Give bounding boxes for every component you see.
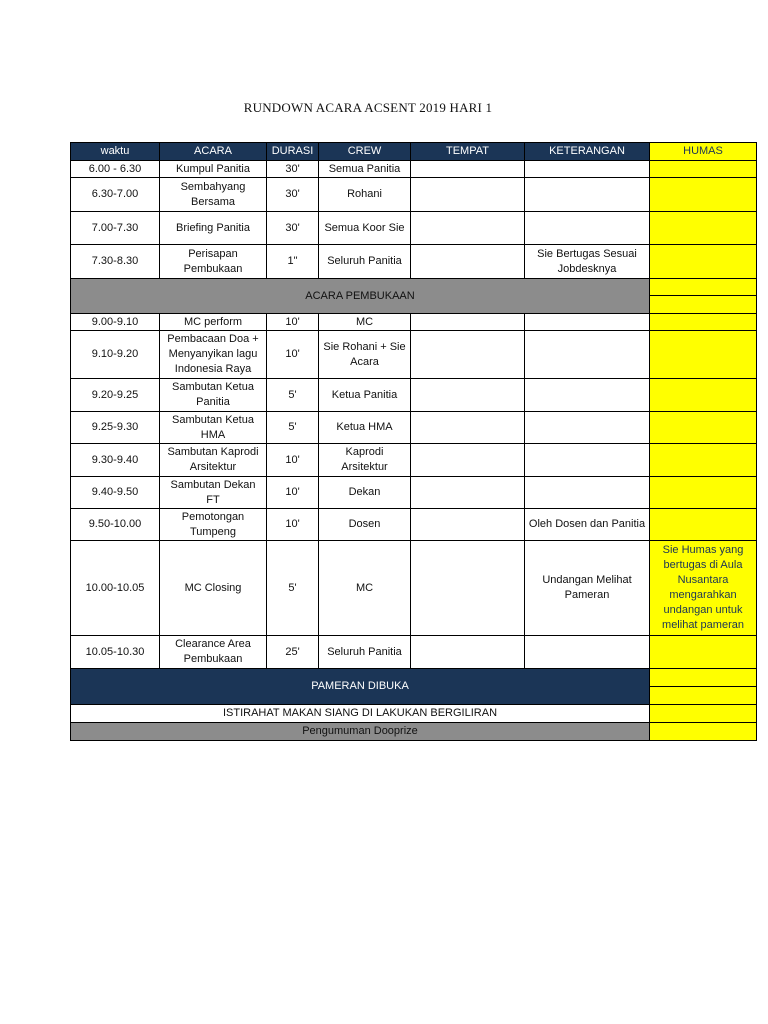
cell-humas [650, 477, 757, 509]
cell-keterangan: Oleh Dosen dan Panitia [525, 509, 650, 541]
cell-humas [650, 444, 757, 477]
cell-acara: Kumpul Panitia [160, 161, 267, 178]
cell-crew: Ketua Panitia [319, 379, 411, 412]
cell-waktu: 9.20-9.25 [71, 379, 160, 412]
cell-keterangan [525, 444, 650, 477]
cell-waktu: 6.30-7.00 [71, 178, 160, 212]
cell-acara: Sambutan Dekan FT [160, 477, 267, 509]
cell-crew: Ketua HMA [319, 412, 411, 444]
cell-tempat [411, 212, 525, 245]
cell-waktu: 9.40-9.50 [71, 477, 160, 509]
cell-humas [650, 509, 757, 541]
cell-acara: Clearance Area Pembukaan [160, 636, 267, 669]
section-row-acara-pembukaan [71, 279, 757, 296]
cell-keterangan [525, 331, 650, 379]
cell-crew: Sie Rohani + Sie Acara [319, 331, 411, 379]
cell-durasi: 25' [267, 636, 319, 669]
cell-tempat [411, 314, 525, 331]
cell-waktu: 10.05-10.30 [71, 636, 160, 669]
header-acara: ACARA [160, 143, 267, 161]
cell-waktu: 7.00-7.30 [71, 212, 160, 245]
cell-acara: Pemotongan Tumpeng [160, 509, 267, 541]
cell-tempat [411, 412, 525, 444]
cell-crew: Dekan [319, 477, 411, 509]
cell-humas [650, 212, 757, 245]
cell-humas [650, 161, 757, 178]
cell-humas [650, 296, 757, 314]
cell-durasi: 5' [267, 412, 319, 444]
cell-waktu: 7.30-8.30 [71, 245, 160, 279]
cell-durasi: 10' [267, 477, 319, 509]
table-row [71, 178, 757, 212]
section-doorprize: Pengumuman Dooprize [71, 723, 650, 741]
cell-keterangan [525, 379, 650, 412]
table-row [71, 444, 757, 477]
table-row [71, 541, 757, 636]
cell-humas [650, 331, 757, 379]
cell-humas [650, 687, 757, 705]
section-istirahat: ISTIRAHAT MAKAN SIANG DI LAKUKAN BERGILIRAN [71, 705, 650, 723]
header-tempat: TEMPAT [411, 143, 525, 161]
table-row [71, 212, 757, 245]
table-row [71, 314, 757, 331]
section-pameran-dibuka: PAMERAN DIBUKA [71, 669, 650, 705]
cell-waktu: 9.25-9.30 [71, 412, 160, 444]
cell-durasi: 10' [267, 444, 319, 477]
cell-waktu: 9.10-9.20 [71, 331, 160, 379]
cell-keterangan [525, 212, 650, 245]
cell-tempat [411, 636, 525, 669]
section-acara-pembukaan: ACARA PEMBUKAAN [71, 279, 650, 314]
cell-crew: Semua Panitia [319, 161, 411, 178]
cell-keterangan [525, 636, 650, 669]
cell-tempat [411, 444, 525, 477]
cell-durasi: 5' [267, 541, 319, 636]
table-row [71, 509, 757, 541]
cell-acara: Pembacaan Doa + Menyanyikan lagu Indonesia Raya [160, 331, 267, 379]
cell-durasi: 10' [267, 331, 319, 379]
cell-humas [650, 705, 757, 723]
cell-tempat [411, 245, 525, 279]
cell-tempat [411, 331, 525, 379]
cell-waktu: 10.00-10.05 [71, 541, 160, 636]
cell-durasi: 1" [267, 245, 319, 279]
table-row [71, 331, 757, 379]
cell-humas [650, 669, 757, 687]
cell-humas-note: Sie Humas yang bertugas di Aula Nusantara mengarahkan undangan untuk melihat pameran [650, 541, 757, 636]
cell-tempat [411, 178, 525, 212]
cell-crew: MC [319, 541, 411, 636]
cell-humas [650, 279, 757, 296]
cell-durasi: 30' [267, 178, 319, 212]
cell-durasi: 10' [267, 509, 319, 541]
cell-keterangan [525, 412, 650, 444]
cell-waktu: 9.50-10.00 [71, 509, 160, 541]
cell-tempat [411, 509, 525, 541]
cell-tempat [411, 541, 525, 636]
cell-durasi: 10' [267, 314, 319, 331]
cell-keterangan [525, 161, 650, 178]
cell-crew: Rohani [319, 178, 411, 212]
rundown-table [70, 142, 757, 741]
cell-waktu: 9.30-9.40 [71, 444, 160, 477]
cell-humas [650, 412, 757, 444]
header-waktu: waktu [71, 143, 160, 161]
table-row [71, 636, 757, 669]
header-durasi: DURASI [267, 143, 319, 161]
cell-durasi: 30' [267, 212, 319, 245]
cell-tempat [411, 161, 525, 178]
cell-humas [650, 178, 757, 212]
cell-crew: MC [319, 314, 411, 331]
cell-acara: MC perform [160, 314, 267, 331]
cell-acara: Sambutan Ketua Panitia [160, 379, 267, 412]
cell-humas [650, 379, 757, 412]
cell-acara: Sembahyang Bersama [160, 178, 267, 212]
cell-tempat [411, 477, 525, 509]
cell-durasi: 30' [267, 161, 319, 178]
cell-waktu: 6.00 - 6.30 [71, 161, 160, 178]
cell-acara: MC Closing [160, 541, 267, 636]
cell-keterangan [525, 178, 650, 212]
cell-tempat [411, 379, 525, 412]
table-header-row [71, 143, 757, 161]
cell-crew: Semua Koor Sie [319, 212, 411, 245]
cell-humas [650, 636, 757, 669]
document-title: RUNDOWN ACARA ACSENT 2019 HARI 1 [243, 100, 493, 115]
table-row [71, 379, 757, 412]
cell-crew: Seluruh Panitia [319, 636, 411, 669]
header-humas: HUMAS [650, 143, 757, 161]
cell-acara: Perisapan Pembukaan [160, 245, 267, 279]
cell-durasi: 5' [267, 379, 319, 412]
cell-acara: Sambutan Kaprodi Arsitektur [160, 444, 267, 477]
header-keterangan: KETERANGAN [525, 143, 650, 161]
cell-humas [650, 314, 757, 331]
cell-crew: Dosen [319, 509, 411, 541]
cell-keterangan [525, 477, 650, 509]
section-row-pameran-dibuka [71, 669, 757, 687]
cell-keterangan: Undangan Melihat Pameran [525, 541, 650, 636]
table-row [71, 245, 757, 279]
cell-crew: Kaprodi Arsitektur [319, 444, 411, 477]
cell-humas [650, 245, 757, 279]
header-crew: CREW [319, 143, 411, 161]
cell-acara: Briefing Panitia [160, 212, 267, 245]
section-row-istirahat [71, 705, 757, 723]
table-row [71, 477, 757, 509]
table-row [71, 412, 757, 444]
cell-humas [650, 723, 757, 741]
cell-waktu: 9.00-9.10 [71, 314, 160, 331]
cell-keterangan [525, 314, 650, 331]
table-row [71, 161, 757, 178]
section-row-doorprize [71, 723, 757, 741]
cell-keterangan: Sie Bertugas Sesuai Jobdesknya [525, 245, 650, 279]
cell-acara: Sambutan Ketua HMA [160, 412, 267, 444]
cell-crew: Seluruh Panitia [319, 245, 411, 279]
